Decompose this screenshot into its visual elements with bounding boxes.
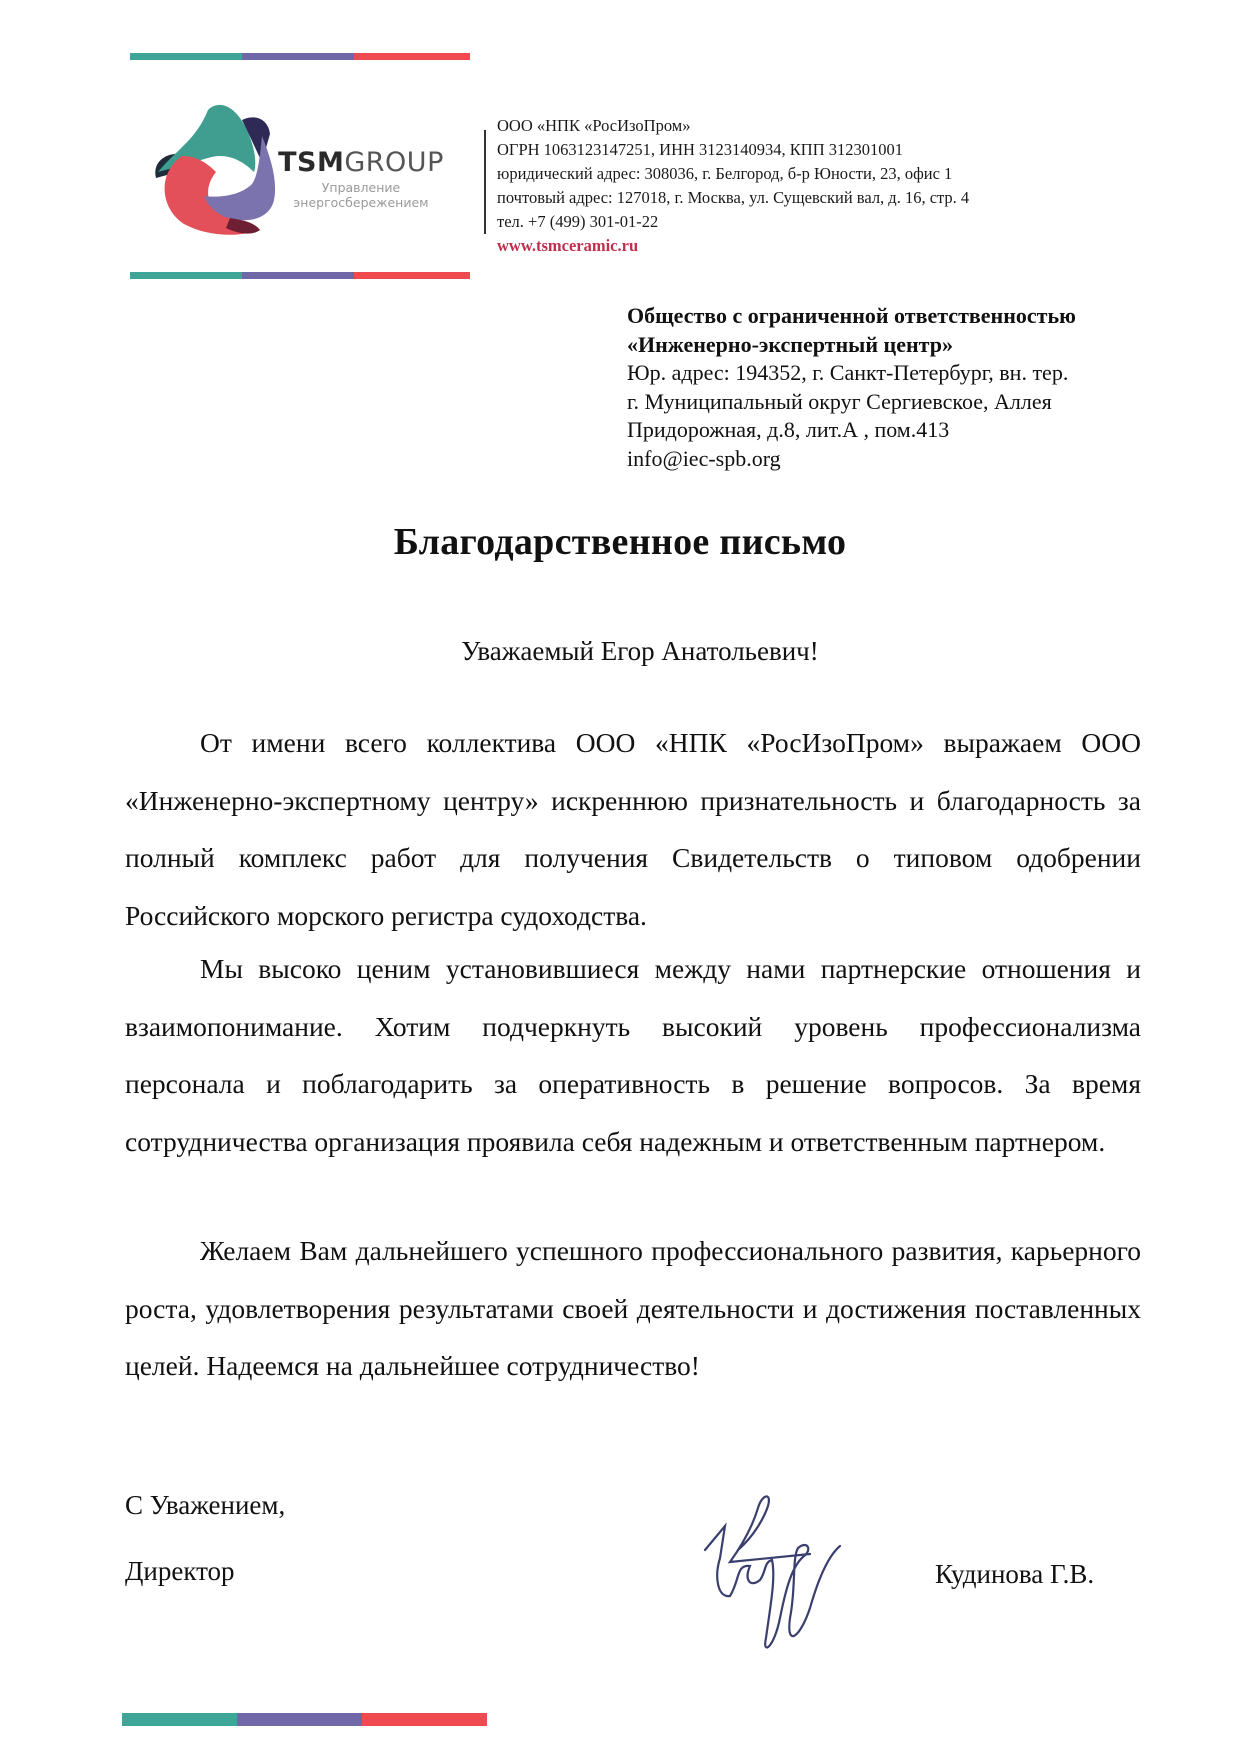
letter-paragraph bbox=[125, 940, 1141, 1170]
stripe-segment-purple bbox=[242, 272, 354, 279]
letterhead-stripe-top bbox=[130, 53, 470, 60]
sender-website-link[interactable]: www.tsmceramic.ru bbox=[497, 236, 639, 255]
sender-legal-address: юридический адрес: 308036, г. Белгород, б-р Юности, 23, офис 1 bbox=[497, 164, 953, 183]
sender-registration: ОГРН 1063123147251, ИНН 3123140934, КПП 312301001 bbox=[497, 140, 904, 159]
logo-tagline-line2: энергосбережением bbox=[293, 195, 429, 210]
paragraph-text: Желаем Вам дальнейшего успешного профессионального развития, карьерного роста, удовлетворения результатами своей деятельности и достижения поставленных целей. Надеемся на дальнейшее сотрудничество! bbox=[125, 1235, 1141, 1381]
signer-position: Директор bbox=[125, 1556, 235, 1586]
letterhead-stripe-bottom bbox=[130, 272, 470, 279]
stripe-segment-red bbox=[354, 272, 470, 279]
letter-salutation: Уважаемый Егор Анатольевич! bbox=[461, 636, 819, 666]
stripe-segment-red bbox=[362, 1713, 487, 1726]
signature-stroke bbox=[705, 1526, 840, 1648]
letter-title: Благодарственное письмо bbox=[393, 521, 847, 563]
stripe-segment-purple bbox=[237, 1713, 362, 1726]
stripe-segment-teal bbox=[122, 1713, 237, 1726]
recipient-address-line2: г. Муниципальный округ Сергиевское, Аллея bbox=[627, 388, 1052, 414]
letterhead-divider bbox=[484, 130, 486, 234]
letter-paragraph bbox=[125, 1222, 1141, 1395]
stripe-segment-red bbox=[354, 53, 470, 60]
paragraph-text: Мы высоко ценим установившиеся между нами партнерские отношения и взаимопонимание. Хотим подчеркнуть высокий уровень профессионализма персонала и поблагодарить за оперативность в решение вопросов. За время сотрудничества организация проявила себя надежным и ответственным партнером. bbox=[125, 953, 1141, 1157]
logo-tagline-line1: Управление bbox=[321, 180, 401, 195]
stripe-segment-purple bbox=[242, 53, 354, 60]
recipient-org-type: Общество с ограниченной ответственностью bbox=[627, 303, 1076, 328]
signer-name: Кудинова Г.В. bbox=[935, 1559, 1095, 1589]
paragraph-text: От имени всего коллектива ООО «НПК «РосИзоПром» выражаем ООО «Инженерно-экспертному центру» искреннюю признательность и благодарность за полный комплекс работ для получения Свидетельств о типовом одобрении Российского морского регистра судоходства. bbox=[125, 727, 1141, 931]
recipient-address-line1: Юр. адрес: 194352, г. Санкт-Петербург, вн. тер. bbox=[627, 360, 1069, 385]
footer-stripe bbox=[122, 1713, 487, 1726]
sender-company: ООО «НПК «РосИзоПром» bbox=[497, 116, 691, 135]
logo-ribbon-teal bbox=[158, 105, 255, 172]
letter-paragraph bbox=[125, 714, 1141, 944]
recipient-address-line3: Придорожная, д.8, лит.А , пом.413 bbox=[627, 417, 950, 442]
tsm-group-logo-icon bbox=[146, 100, 286, 240]
logo-brand-name bbox=[276, 148, 446, 178]
logo-brand-bold: TSM bbox=[278, 147, 345, 178]
recipient-email[interactable]: info@iec-spb.org bbox=[627, 445, 781, 471]
letter-closing: С Уважением, bbox=[125, 1490, 286, 1520]
sender-details bbox=[497, 114, 969, 258]
stripe-segment-teal bbox=[130, 53, 242, 60]
sender-postal-address: почтовый адрес: 127018, г. Москва, ул. Сущевский вал, д. 16, стр. 4 bbox=[497, 188, 970, 207]
recipient-org-name: «Инженерно-экспертный центр» bbox=[627, 331, 953, 357]
signature-stroke bbox=[730, 1496, 810, 1562]
logo-brand-light: GROUP bbox=[344, 147, 444, 178]
stripe-segment-teal bbox=[130, 272, 242, 279]
recipient-block bbox=[627, 302, 1076, 473]
sender-phone: тел. +7 (499) 301-01-22 bbox=[497, 212, 659, 231]
handwritten-signature bbox=[700, 1488, 860, 1658]
logo-wordmark bbox=[276, 148, 446, 210]
